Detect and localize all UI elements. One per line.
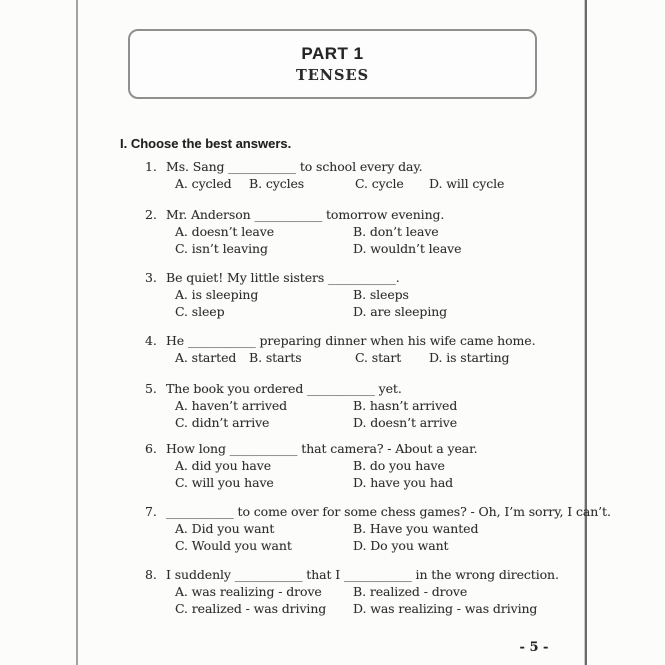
question-line xyxy=(120,440,585,457)
question-number: 2. xyxy=(145,207,157,222)
page-left-edge-line xyxy=(76,0,78,665)
options-row xyxy=(120,414,585,431)
option-d: D. wouldn’t leave xyxy=(353,241,462,256)
question-number: 1. xyxy=(145,159,157,174)
part-header-box xyxy=(128,29,537,99)
question-text: Be quiet! My little sisters ___________. xyxy=(166,270,400,285)
question-number: 3. xyxy=(145,270,157,285)
option-b: B. do you have xyxy=(353,458,445,473)
option-d: D. will cycle xyxy=(429,176,505,191)
question-line xyxy=(120,206,585,223)
option-d: D. have you had xyxy=(353,475,454,490)
option-d: D. doesn’t arrive xyxy=(353,415,458,430)
option-a: A. started xyxy=(175,350,237,365)
question-8 xyxy=(120,566,585,617)
question-line xyxy=(120,503,611,520)
question-line xyxy=(120,158,585,175)
option-a: A. is sleeping xyxy=(175,287,259,302)
question-text: Mr. Anderson ___________ tomorrow evening. xyxy=(166,207,445,222)
options-row xyxy=(120,583,585,600)
option-b: B. starts xyxy=(249,350,302,365)
question-text: I suddenly ___________ that I ___________ in the wrong direction. xyxy=(166,567,559,582)
option-c: C. isn’t leaving xyxy=(175,241,268,256)
question-6 xyxy=(120,440,585,491)
question-text: ___________ to come over for some chess games? - Oh, I’m sorry, I can’t. xyxy=(166,504,611,519)
options-row xyxy=(120,240,585,257)
options-row xyxy=(120,537,585,554)
option-a: A. doesn’t leave xyxy=(175,224,275,239)
options-row xyxy=(120,286,585,303)
option-a: A. was realizing - drove xyxy=(175,584,322,599)
options-row xyxy=(120,397,585,414)
question-number: 5. xyxy=(145,381,157,396)
question-number: 8. xyxy=(145,567,157,582)
option-c: C. start xyxy=(355,350,402,365)
option-b: B. hasn’t arrived xyxy=(353,398,458,413)
question-4 xyxy=(120,332,585,366)
option-c: C. realized - was driving xyxy=(175,601,327,616)
options-row xyxy=(120,600,585,617)
question-5 xyxy=(120,380,585,431)
options-row xyxy=(120,520,585,537)
options-row xyxy=(120,349,585,366)
question-7 xyxy=(120,503,611,554)
question-number: 6. xyxy=(145,441,157,456)
question-text: He ___________ preparing dinner when his wife came home. xyxy=(166,333,536,348)
page-number: - 5 - xyxy=(519,640,549,655)
option-c: C. Would you want xyxy=(175,538,292,553)
section-heading: I. Choose the best answers. xyxy=(120,136,292,151)
question-text: Ms. Sang ___________ to school every day. xyxy=(166,159,423,174)
question-number: 4. xyxy=(145,333,157,348)
question-1 xyxy=(120,158,585,192)
options-row xyxy=(120,223,585,240)
question-line xyxy=(120,269,585,286)
option-d: D. are sleeping xyxy=(353,304,448,319)
option-b: B. Have you wanted xyxy=(353,521,479,536)
options-row xyxy=(120,474,585,491)
options-row xyxy=(120,175,585,192)
option-a: A. cycled xyxy=(175,176,232,191)
option-a: A. Did you want xyxy=(175,521,275,536)
question-number: 7. xyxy=(145,504,157,519)
part-subtitle: TENSES xyxy=(295,67,370,84)
option-b: B. don’t leave xyxy=(353,224,439,239)
question-text: The book you ordered ___________ yet. xyxy=(166,381,402,396)
option-d: D. Do you want xyxy=(353,538,449,553)
option-c: C. sleep xyxy=(175,304,225,319)
question-2 xyxy=(120,206,585,257)
question-line xyxy=(120,566,585,583)
option-c: C. will you have xyxy=(175,475,274,490)
option-a: A. did you have xyxy=(175,458,272,473)
option-b: B. cycles xyxy=(249,176,305,191)
options-row xyxy=(120,303,585,320)
option-d: D. is starting xyxy=(429,350,510,365)
option-c: C. cycle xyxy=(355,176,404,191)
option-d: D. was realizing - was driving xyxy=(353,601,538,616)
page-right-edge-line xyxy=(585,0,587,665)
question-line xyxy=(120,332,585,349)
option-b: B. realized - drove xyxy=(353,584,468,599)
option-b: B. sleeps xyxy=(353,287,409,302)
option-a: A. haven’t arrived xyxy=(175,398,288,413)
question-text: How long ___________ that camera? - About a year. xyxy=(166,441,478,456)
option-c: C. didn’t arrive xyxy=(175,415,270,430)
options-row xyxy=(120,457,585,474)
question-3 xyxy=(120,269,585,320)
question-line xyxy=(120,380,585,397)
part-title: PART 1 xyxy=(301,44,364,63)
